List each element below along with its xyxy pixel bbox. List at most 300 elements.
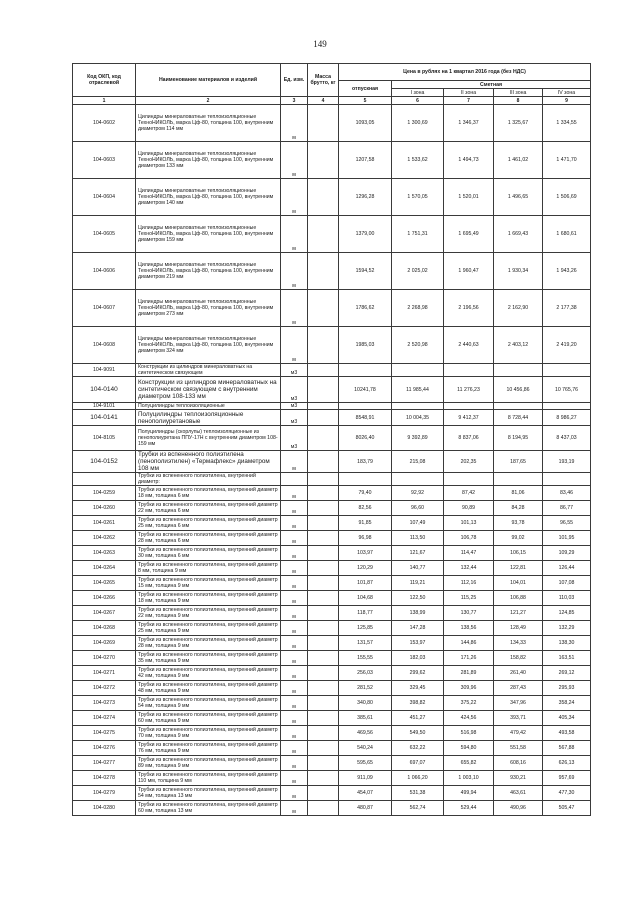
price-zone-3: 187,65 xyxy=(494,451,543,473)
row-code: 104-0263 xyxy=(73,546,136,561)
row-unit: м xyxy=(281,651,308,666)
price-zone-4: 2 177,38 xyxy=(543,290,591,327)
row-unit: м xyxy=(281,142,308,179)
price-zone-1: 121,67 xyxy=(392,546,444,561)
row-mass xyxy=(308,711,339,726)
price-zone-1: 398,82 xyxy=(392,696,444,711)
price-otpusknaya: 540,24 xyxy=(339,741,392,756)
table-row xyxy=(73,636,591,651)
row-name: Полуцилиндры теплоизоляционные xyxy=(136,403,281,410)
table-row xyxy=(73,771,591,786)
row-mass xyxy=(308,377,339,403)
price-zone-3: 2 162,90 xyxy=(494,290,543,327)
price-zone-2: 2 196,56 xyxy=(444,290,494,327)
price-zone-1: 549,50 xyxy=(392,726,444,741)
row-mass xyxy=(308,561,339,576)
row-code: 104-0280 xyxy=(73,801,136,816)
price-zone-4: 505,47 xyxy=(543,801,591,816)
row-mass xyxy=(308,179,339,216)
price-zone-2 xyxy=(444,364,494,377)
row-mass xyxy=(308,621,339,636)
row-name: Трубки из вспененного полиэтилена, внутренний диаметр 18 мм, толщина 9 мм xyxy=(136,591,281,606)
table-row xyxy=(73,681,591,696)
row-unit: м xyxy=(281,711,308,726)
price-zone-1: 96,60 xyxy=(392,501,444,516)
price-zone-3: 1 325,67 xyxy=(494,105,543,142)
price-zone-4: 83,46 xyxy=(543,486,591,501)
price-zone-4: 132,29 xyxy=(543,621,591,636)
row-mass xyxy=(308,473,339,486)
row-code: 104-0259 xyxy=(73,486,136,501)
row-name: Полуцилиндры теплоизоляционные пенополиуретановые xyxy=(136,410,281,426)
row-code: 104-0267 xyxy=(73,606,136,621)
table-row xyxy=(73,531,591,546)
table-row xyxy=(73,501,591,516)
price-zone-4: 101,95 xyxy=(543,531,591,546)
price-zone-2: 9 412,37 xyxy=(444,410,494,426)
row-unit: м3 xyxy=(281,410,308,426)
page-number: 149 xyxy=(313,39,327,49)
price-table xyxy=(72,63,591,816)
price-zone-4: 405,34 xyxy=(543,711,591,726)
price-zone-4: 477,30 xyxy=(543,786,591,801)
price-zone-2: 144,86 xyxy=(444,636,494,651)
row-name: Трубки из вспененного полиэтилена, внутренний диаметр 60 мм, толщина 13 мм xyxy=(136,801,281,816)
row-code: 104-0269 xyxy=(73,636,136,651)
price-zone-1 xyxy=(392,364,444,377)
row-mass xyxy=(308,403,339,410)
col-number: 2 xyxy=(136,97,281,105)
price-zone-4: 8 437,03 xyxy=(543,426,591,451)
price-zone-4: 110,03 xyxy=(543,591,591,606)
price-zone-1: 92,92 xyxy=(392,486,444,501)
price-zone-4: 96,55 xyxy=(543,516,591,531)
price-zone-2: 1 494,73 xyxy=(444,142,494,179)
price-otpusknaya: 82,56 xyxy=(339,501,392,516)
row-unit: м xyxy=(281,741,308,756)
table-row xyxy=(73,216,591,253)
table-row xyxy=(73,486,591,501)
price-zone-2: 8 837,06 xyxy=(444,426,494,451)
row-unit: м xyxy=(281,771,308,786)
price-zone-3 xyxy=(494,364,543,377)
price-zone-3: 287,43 xyxy=(494,681,543,696)
row-code: 104-0605 xyxy=(73,216,136,253)
price-zone-3: 8 194,95 xyxy=(494,426,543,451)
price-zone-3 xyxy=(494,473,543,486)
price-otpusknaya: 120,29 xyxy=(339,561,392,576)
row-code: 104-0277 xyxy=(73,756,136,771)
price-zone-3: 1 669,43 xyxy=(494,216,543,253)
row-mass xyxy=(308,756,339,771)
price-zone-3: 463,61 xyxy=(494,786,543,801)
price-zone-3: 99,02 xyxy=(494,531,543,546)
price-zone-4: 1 471,70 xyxy=(543,142,591,179)
table-row xyxy=(73,561,591,576)
row-unit: м xyxy=(281,216,308,253)
row-name: Трубки из вспененного полиэтилена, внутренний диаметр 54 мм, толщина 9 мм xyxy=(136,696,281,711)
row-unit: м xyxy=(281,576,308,591)
price-zone-4: 126,44 xyxy=(543,561,591,576)
price-zone-2: 516,98 xyxy=(444,726,494,741)
table-row xyxy=(73,786,591,801)
price-zone-2: 11 276,23 xyxy=(444,377,494,403)
price-zone-3: 2 403,12 xyxy=(494,327,543,364)
price-zone-4: 138,30 xyxy=(543,636,591,651)
price-zone-2 xyxy=(444,473,494,486)
price-zone-3: 106,88 xyxy=(494,591,543,606)
price-otpusknaya: 103,97 xyxy=(339,546,392,561)
price-zone-2: 1 520,01 xyxy=(444,179,494,216)
price-otpusknaya: 385,61 xyxy=(339,711,392,726)
price-otpusknaya: 8026,40 xyxy=(339,426,392,451)
row-name: Цилиндры минераловатные теплоизоляционные ТехноНИКОЛЬ, марка Цф-80, толщина 100, внутренним диаметром 140 мм xyxy=(136,179,281,216)
row-unit: м3 xyxy=(281,426,308,451)
price-otpusknaya: 911,09 xyxy=(339,771,392,786)
row-mass xyxy=(308,726,339,741)
row-mass xyxy=(308,786,339,801)
row-name: Трубки из вспененного полиэтилена, внутренний диаметр 22 мм, толщина 6 мм xyxy=(136,501,281,516)
price-otpusknaya: 454,07 xyxy=(339,786,392,801)
price-zone-2: 1 003,10 xyxy=(444,771,494,786)
header-zone-4: IV зона xyxy=(543,89,591,97)
row-unit: м xyxy=(281,451,308,473)
row-unit: м xyxy=(281,666,308,681)
price-zone-3 xyxy=(494,403,543,410)
header-price-title: Цена в рублях на 1 квартал 2016 года (без НДС) xyxy=(339,64,591,81)
price-zone-1: 113,50 xyxy=(392,531,444,546)
price-zone-1: 632,22 xyxy=(392,741,444,756)
header-zone-3: III зона xyxy=(494,89,543,97)
price-zone-4 xyxy=(543,364,591,377)
price-zone-2: 171,26 xyxy=(444,651,494,666)
row-unit: м xyxy=(281,726,308,741)
price-otpusknaya: 10241,78 xyxy=(339,377,392,403)
price-otpusknaya xyxy=(339,473,392,486)
row-code: 104-9101 xyxy=(73,403,136,410)
table-row xyxy=(73,711,591,726)
price-otpusknaya: 1207,58 xyxy=(339,142,392,179)
price-zone-4 xyxy=(543,403,591,410)
row-mass xyxy=(308,327,339,364)
price-otpusknaya: 480,87 xyxy=(339,801,392,816)
price-zone-2: 309,96 xyxy=(444,681,494,696)
price-zone-2: 499,94 xyxy=(444,786,494,801)
price-zone-2: 112,16 xyxy=(444,576,494,591)
col-number: 1 xyxy=(73,97,136,105)
price-otpusknaya: 125,85 xyxy=(339,621,392,636)
price-zone-3: 122,81 xyxy=(494,561,543,576)
price-zone-4: 567,88 xyxy=(543,741,591,756)
price-zone-3: 134,33 xyxy=(494,636,543,651)
header-code: Код ОКП, код отраслевой xyxy=(73,64,136,97)
row-name: Трубки из вспененного полиэтилена, внутренний диаметр 25 мм, толщина 6 мм xyxy=(136,516,281,531)
row-code: 104-0140 xyxy=(73,377,136,403)
row-unit: м xyxy=(281,253,308,290)
price-zone-4: 1 943,26 xyxy=(543,253,591,290)
row-unit: м xyxy=(281,179,308,216)
row-mass xyxy=(308,410,339,426)
price-zone-4: 10 765,76 xyxy=(543,377,591,403)
price-zone-4: 109,29 xyxy=(543,546,591,561)
column-numbers-row xyxy=(73,97,591,105)
price-zone-2: 101,13 xyxy=(444,516,494,531)
row-code: 104-0276 xyxy=(73,741,136,756)
header-mass: Масса брутто, кг xyxy=(308,64,339,97)
row-name: Трубки из вспененного полиэтилена, внутренний диаметр: xyxy=(136,473,281,486)
row-code: 104-0273 xyxy=(73,696,136,711)
row-unit: м3 xyxy=(281,377,308,403)
table-row xyxy=(73,290,591,327)
price-zone-1: 138,99 xyxy=(392,606,444,621)
price-zone-2: 90,89 xyxy=(444,501,494,516)
col-number: 9 xyxy=(543,97,591,105)
price-otpusknaya xyxy=(339,403,392,410)
row-code: 104-0608 xyxy=(73,327,136,364)
price-zone-1: 697,07 xyxy=(392,756,444,771)
header-name: Наименование материалов и изделий xyxy=(136,64,281,97)
row-name: Трубки из вспененного полиэтилена, внутренний диаметр 76 мм, толщина 9 мм xyxy=(136,741,281,756)
table-row xyxy=(73,801,591,816)
row-unit: м xyxy=(281,531,308,546)
table-body xyxy=(73,105,591,816)
price-zone-1: 1 300,69 xyxy=(392,105,444,142)
price-zone-2: 375,22 xyxy=(444,696,494,711)
price-zone-3: 81,06 xyxy=(494,486,543,501)
price-zone-1: 9 392,89 xyxy=(392,426,444,451)
price-zone-3: 93,78 xyxy=(494,516,543,531)
row-code: 104-0602 xyxy=(73,105,136,142)
price-zone-3: 261,40 xyxy=(494,666,543,681)
row-mass xyxy=(308,486,339,501)
row-name: Конструкции из цилиндров минераловатных на синтетическом связующем с внутренним диаметром 108-133 мм xyxy=(136,377,281,403)
price-zone-3: 479,42 xyxy=(494,726,543,741)
price-zone-3: 490,96 xyxy=(494,801,543,816)
row-code: 104-0606 xyxy=(73,253,136,290)
row-code: 104-0261 xyxy=(73,516,136,531)
price-otpusknaya: 469,56 xyxy=(339,726,392,741)
table-row xyxy=(73,451,591,473)
table-row xyxy=(73,516,591,531)
table-row xyxy=(73,651,591,666)
price-zone-1: 329,45 xyxy=(392,681,444,696)
row-mass xyxy=(308,501,339,516)
price-otpusknaya: 96,98 xyxy=(339,531,392,546)
col-number: 8 xyxy=(494,97,543,105)
price-zone-1: 531,38 xyxy=(392,786,444,801)
price-zone-2: 87,42 xyxy=(444,486,494,501)
price-zone-4: 358,24 xyxy=(543,696,591,711)
price-zone-1: 2 025,02 xyxy=(392,253,444,290)
row-unit: м xyxy=(281,327,308,364)
header-unit: Ед. изм. xyxy=(281,64,308,97)
price-zone-4: 124,85 xyxy=(543,606,591,621)
price-zone-2: 1 346,37 xyxy=(444,105,494,142)
row-code: 104-0607 xyxy=(73,290,136,327)
price-zone-2: 594,80 xyxy=(444,741,494,756)
price-otpusknaya: 281,52 xyxy=(339,681,392,696)
price-zone-3: 10 456,86 xyxy=(494,377,543,403)
row-code: 104-0270 xyxy=(73,651,136,666)
row-name: Трубки из вспененного полиэтилена, внутренний диаметр 18 мм, толщина 6 мм xyxy=(136,486,281,501)
price-zone-1: 140,77 xyxy=(392,561,444,576)
price-zone-4: 2 419,20 xyxy=(543,327,591,364)
row-code: 104-0260 xyxy=(73,501,136,516)
row-unit: м xyxy=(281,561,308,576)
price-otpusknaya: 1379,00 xyxy=(339,216,392,253)
price-zone-4: 163,51 xyxy=(543,651,591,666)
price-zone-1: 153,97 xyxy=(392,636,444,651)
price-otpusknaya: 118,77 xyxy=(339,606,392,621)
table-row xyxy=(73,327,591,364)
row-name: Конструкции из цилиндров минераловатных на синтетическом связующем xyxy=(136,364,281,377)
price-otpusknaya: 256,03 xyxy=(339,666,392,681)
price-zone-3: 158,82 xyxy=(494,651,543,666)
row-mass xyxy=(308,364,339,377)
price-zone-3: 8 728,44 xyxy=(494,410,543,426)
price-zone-2 xyxy=(444,403,494,410)
price-zone-4: 193,19 xyxy=(543,451,591,473)
price-zone-2: 115,25 xyxy=(444,591,494,606)
price-zone-1: 451,27 xyxy=(392,711,444,726)
price-zone-1: 2 520,98 xyxy=(392,327,444,364)
price-zone-3: 128,49 xyxy=(494,621,543,636)
price-zone-3: 608,16 xyxy=(494,756,543,771)
price-otpusknaya: 91,85 xyxy=(339,516,392,531)
price-otpusknaya: 79,40 xyxy=(339,486,392,501)
row-unit xyxy=(281,473,308,486)
price-zone-2: 655,82 xyxy=(444,756,494,771)
row-mass xyxy=(308,801,339,816)
header-zone-2: II зона xyxy=(444,89,494,97)
row-mass xyxy=(308,290,339,327)
price-zone-2: 114,47 xyxy=(444,546,494,561)
price-otpusknaya: 340,80 xyxy=(339,696,392,711)
table-row xyxy=(73,426,591,451)
row-name: Цилиндры минераловатные теплоизоляционные ТехноНИКОЛЬ, марка Цф-80, толщина 100, внутренним диаметром 114 мм xyxy=(136,105,281,142)
row-name: Трубки из вспененного полиэтилена, внутренний диаметр 42 мм, толщина 9 мм xyxy=(136,666,281,681)
row-mass xyxy=(308,516,339,531)
col-number: 5 xyxy=(339,97,392,105)
price-zone-1: 215,08 xyxy=(392,451,444,473)
row-code: 104-0271 xyxy=(73,666,136,681)
table-row xyxy=(73,741,591,756)
row-name: Трубки из вспененного полиэтилена, внутренний диаметр 60 мм, толщина 9 мм xyxy=(136,711,281,726)
price-zone-1: 1 751,31 xyxy=(392,216,444,253)
table-row xyxy=(73,576,591,591)
price-zone-3: 1 461,02 xyxy=(494,142,543,179)
table-row xyxy=(73,696,591,711)
row-mass xyxy=(308,651,339,666)
price-otpusknaya: 1594,52 xyxy=(339,253,392,290)
price-otpusknaya: 131,57 xyxy=(339,636,392,651)
row-code: 104-0275 xyxy=(73,726,136,741)
row-name: Цилиндры минераловатные теплоизоляционные ТехноНИКОЛЬ, марка Цф-80, толщина 100, внутренним диаметром 219 мм xyxy=(136,253,281,290)
price-zone-1: 107,49 xyxy=(392,516,444,531)
row-code: 104-0279 xyxy=(73,786,136,801)
price-zone-2: 202,35 xyxy=(444,451,494,473)
row-unit: м xyxy=(281,290,308,327)
row-mass xyxy=(308,546,339,561)
price-zone-1: 1 570,05 xyxy=(392,179,444,216)
row-name: Полуцилиндры (скорлупы) теплоизоляционные из пенополиуретана ППУ-17Н с внутренним диаметром 108-159 мм xyxy=(136,426,281,451)
col-number: 7 xyxy=(444,97,494,105)
row-name: Трубки из вспененного полиэтилена, внутренний диаметр 48 мм, толщина 9 мм xyxy=(136,681,281,696)
table-row xyxy=(73,377,591,403)
price-otpusknaya: 1296,28 xyxy=(339,179,392,216)
row-unit: м xyxy=(281,756,308,771)
row-name: Трубки из вспененного полиэтилена, внутренний диаметр 89 мм, толщина 9 мм xyxy=(136,756,281,771)
price-zone-3: 930,21 xyxy=(494,771,543,786)
price-otpusknaya: 1786,62 xyxy=(339,290,392,327)
header-smetnaya: Сметная xyxy=(392,81,591,89)
header-otpusknaya: отпускная xyxy=(339,81,392,97)
table-row xyxy=(73,546,591,561)
price-otpusknaya: 104,68 xyxy=(339,591,392,606)
row-name: Трубки из вспененного полиэтилена, внутренний диаметр 70 мм, толщина 9 мм xyxy=(136,726,281,741)
row-code: 104-0141 xyxy=(73,410,136,426)
row-mass xyxy=(308,105,339,142)
table-row xyxy=(73,621,591,636)
row-code: 104-0266 xyxy=(73,591,136,606)
price-zone-2: 1 695,49 xyxy=(444,216,494,253)
row-name: Трубки из вспененного полиэтилена, внутренний диаметр 22 мм, толщина 9 мм xyxy=(136,606,281,621)
row-mass xyxy=(308,576,339,591)
table-row xyxy=(73,606,591,621)
price-zone-4: 8 986,27 xyxy=(543,410,591,426)
row-mass xyxy=(308,696,339,711)
row-unit: м xyxy=(281,606,308,621)
row-name: Цилиндры минераловатные теплоизоляционные ТехноНИКОЛЬ, марка Цф-80, толщина 100, внутренним диаметром 159 мм xyxy=(136,216,281,253)
price-zone-3: 106,15 xyxy=(494,546,543,561)
row-mass xyxy=(308,216,339,253)
table-row xyxy=(73,473,591,486)
price-zone-2: 106,78 xyxy=(444,531,494,546)
price-zone-4: 1 334,55 xyxy=(543,105,591,142)
row-name: Трубки из вспененного полиэтилена, внутренний диаметр 8 мм, толщина 9 мм xyxy=(136,561,281,576)
price-zone-1 xyxy=(392,473,444,486)
price-zone-1: 562,74 xyxy=(392,801,444,816)
row-name: Цилиндры минераловатные теплоизоляционные ТехноНИКОЛЬ, марка Цф-80, толщина 100, внутренним диаметром 324 мм xyxy=(136,327,281,364)
price-zone-1: 11 985,44 xyxy=(392,377,444,403)
row-name: Трубки из вспененного полиэтилена, внутренний диаметр 15 мм, толщина 9 мм xyxy=(136,576,281,591)
row-name: Трубки из вспененного полиэтилена, внутренний диаметр 28 мм, толщина 6 мм xyxy=(136,531,281,546)
row-unit: м xyxy=(281,696,308,711)
row-code: 104-0278 xyxy=(73,771,136,786)
row-name: Трубки из вспененного полиэтилена, внутренний диаметр 30 мм, толщина 6 мм xyxy=(136,546,281,561)
table-header xyxy=(73,64,591,105)
row-name: Трубки из вспененного полиэтилена (пенополиэтилен) «Термафлекс» диаметром 108 мм xyxy=(136,451,281,473)
table-row xyxy=(73,591,591,606)
price-zone-4: 1 506,69 xyxy=(543,179,591,216)
price-zone-4: 107,08 xyxy=(543,576,591,591)
price-zone-4: 957,69 xyxy=(543,771,591,786)
price-zone-1 xyxy=(392,403,444,410)
price-zone-4: 626,13 xyxy=(543,756,591,771)
row-unit: м xyxy=(281,681,308,696)
row-mass xyxy=(308,531,339,546)
price-otpusknaya: 155,55 xyxy=(339,651,392,666)
price-zone-2: 130,77 xyxy=(444,606,494,621)
price-otpusknaya: 1985,03 xyxy=(339,327,392,364)
row-mass xyxy=(308,606,339,621)
price-zone-3: 121,27 xyxy=(494,606,543,621)
row-code xyxy=(73,473,136,486)
table-row xyxy=(73,253,591,290)
col-number: 3 xyxy=(281,97,308,105)
row-unit: м xyxy=(281,786,308,801)
row-name: Трубки из вспененного полиэтилена, внутренний диаметр 35 мм, толщина 9 мм xyxy=(136,651,281,666)
